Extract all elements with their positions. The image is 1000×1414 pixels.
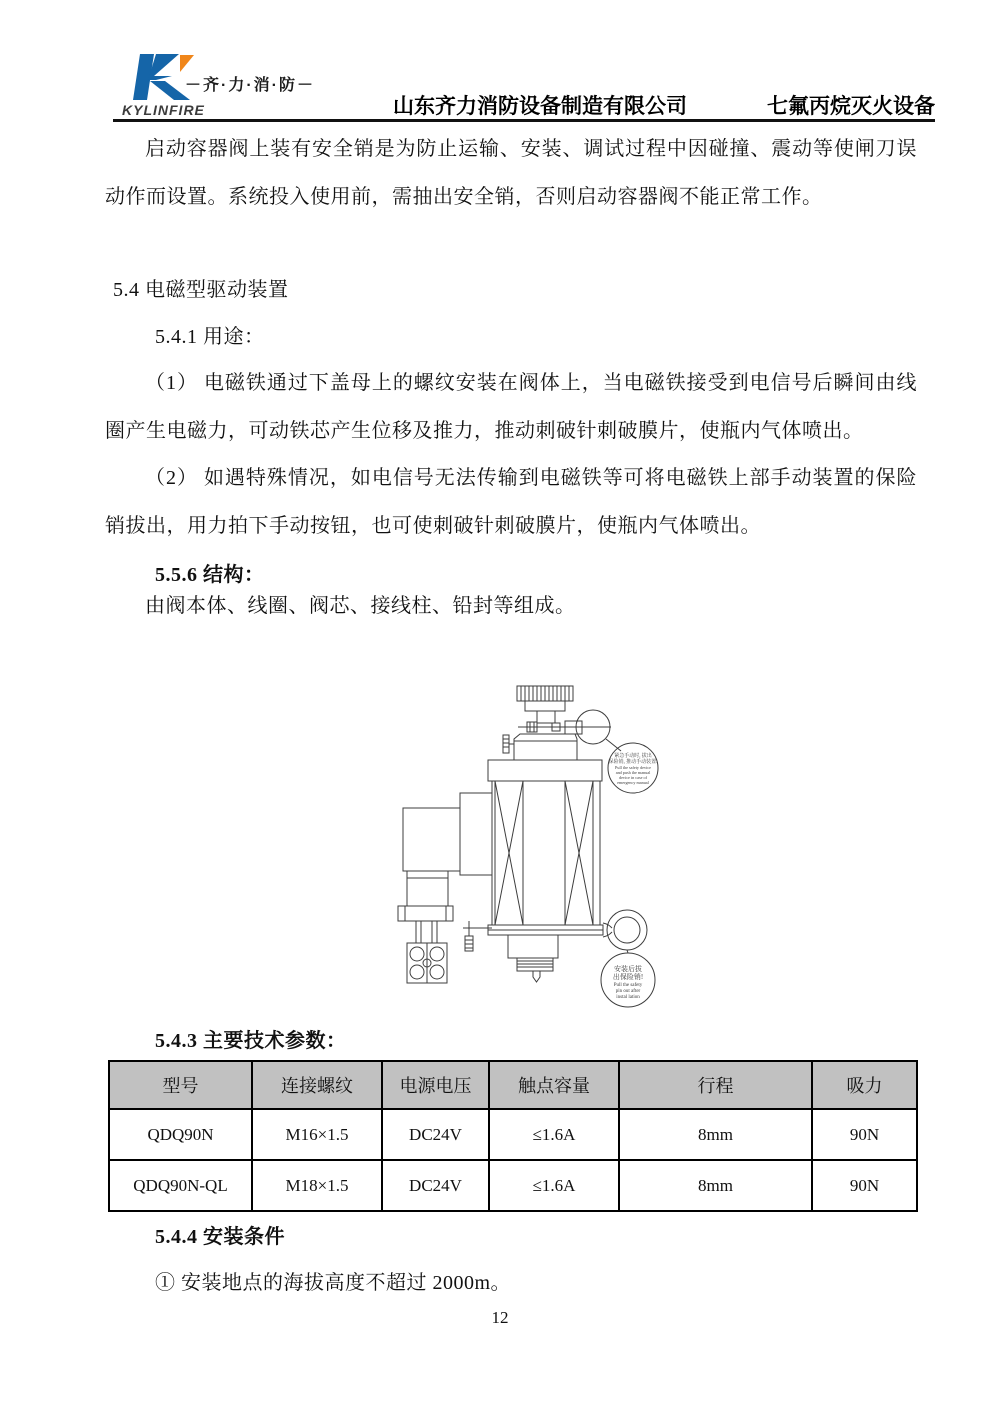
svg-text:保险销, 推动手动装置.: 保险销, 推动手动装置. xyxy=(608,760,658,765)
svg-text:出保险销!: 出保险销! xyxy=(612,973,644,981)
svg-text:安装后拔: 安装后拔 xyxy=(614,965,642,973)
spec-table-header-row xyxy=(109,1061,917,1109)
paragraph-purpose-1: （1） 电磁铁通过下盖母上的螺纹安装在阀体上，当电磁铁接受到电信号后瞬间由线圈产生电磁力，可动铁芯产生位移及推力，推动刺破针刺破膜片，使瓶内气体喷出。 xyxy=(105,372,917,442)
header-divider xyxy=(113,119,935,122)
solenoid-actuator-figure xyxy=(385,668,705,1020)
svg-text:and push the manual: and push the manual xyxy=(615,770,651,775)
svg-text:紧急手动时, 拔出: 紧急手动时, 拔出 xyxy=(614,754,652,759)
col-header-force: 吸力 xyxy=(812,1061,917,1109)
cell-stroke: 8mm xyxy=(619,1109,812,1160)
heading-5-4-3: 5.4.3 主要技术参数： xyxy=(155,1030,347,1052)
cell-force: 90N xyxy=(812,1109,917,1160)
heading-5-4-1: 5.4.1 用途： xyxy=(155,326,265,348)
cell-contact: ≤1.6A xyxy=(489,1160,619,1211)
cell-force: 90N xyxy=(812,1160,917,1211)
paragraph-structure: 由阀本体、线圈、阀芯、接线柱、铅封等组成。 xyxy=(145,595,576,617)
svg-text:emergency manual: emergency manual xyxy=(617,780,649,785)
heading-5-5-6: 5.5.6 结构： xyxy=(155,564,265,586)
col-header-voltage: 电源电压 xyxy=(382,1061,489,1109)
logo-brand-text: KYLINFIRE xyxy=(122,102,205,118)
header-company-name: 山东齐力消防设备制造有限公司 xyxy=(393,95,687,118)
col-header-thread: 连接螺纹 xyxy=(252,1061,382,1109)
cell-voltage: DC24V xyxy=(382,1109,489,1160)
col-header-contact: 触点容量 xyxy=(489,1061,619,1109)
header-product-name: 七氟丙烷灭火设备 xyxy=(767,95,935,118)
svg-text:instal lation: instal lation xyxy=(616,995,640,1000)
col-header-stroke: 行程 xyxy=(619,1061,812,1109)
logo-tagline: －齐·力·消·防－ xyxy=(185,77,315,94)
figure-callout-install xyxy=(601,953,655,1007)
figure-callout-emergency xyxy=(608,743,658,793)
paragraph-safety-pin: 启动容器阀上装有安全销是为防止运输、安装、调试过程中因碰撞、震动等使闸刀误动作而设置。系统投入使用前，需抽出安全销，否则启动容器阀不能正常工作。 xyxy=(105,138,917,208)
svg-text:Pull the safety: Pull the safety xyxy=(613,983,643,988)
table-row xyxy=(109,1109,917,1160)
cell-model: QDQ90N xyxy=(109,1109,252,1160)
cell-thread: M16×1.5 xyxy=(252,1109,382,1160)
cell-contact: ≤1.6A xyxy=(489,1109,619,1160)
col-header-model: 型号 xyxy=(109,1061,252,1109)
svg-text:Pull the safety device: Pull the safety device xyxy=(615,765,651,770)
paragraph-purpose-2: （2） 如遇特殊情况，如电信号无法传输到电磁铁等可将电磁铁上部手动装置的保险销拔出，用力拍下手动按钮，也可使刺破针刺破膜片，使瓶内气体喷出。 xyxy=(105,467,917,537)
paragraph-install-condition: ① 安装地点的海拔高度不超过 2000m。 xyxy=(155,1272,512,1294)
cell-thread: M18×1.5 xyxy=(252,1160,382,1211)
svg-text:device in case of: device in case of xyxy=(618,775,648,780)
svg-text:pin out after: pin out after xyxy=(615,989,641,994)
page-number: 12 xyxy=(491,1308,509,1327)
heading-5-4-4: 5.4.4 安装条件 xyxy=(155,1226,285,1248)
spec-table xyxy=(108,1060,918,1212)
heading-5-4: 5.4 电磁型驱动装置 xyxy=(113,279,289,301)
cell-voltage: DC24V xyxy=(382,1160,489,1211)
table-row xyxy=(109,1160,917,1211)
cell-stroke: 8mm xyxy=(619,1160,812,1211)
cell-model: QDQ90N-QL xyxy=(109,1160,252,1211)
